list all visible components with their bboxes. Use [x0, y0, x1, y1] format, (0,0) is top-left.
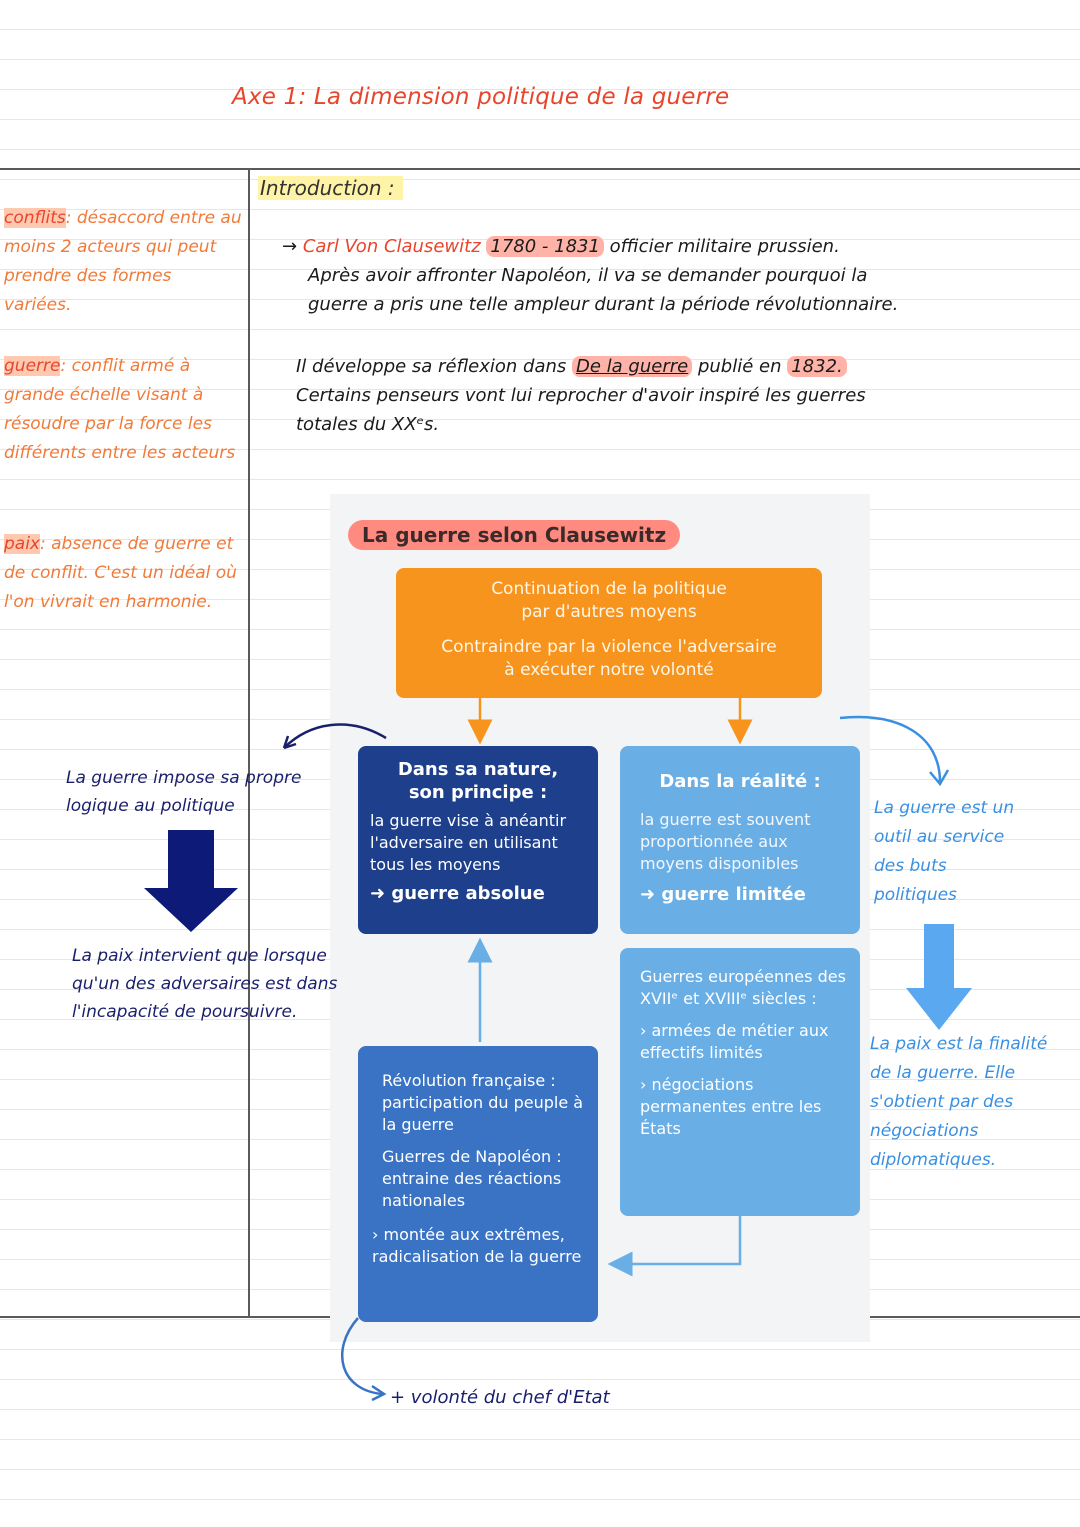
reality-text: la guerre est souvent proportionnée aux moyens disponibles	[640, 810, 811, 873]
rev-text-2: Guerres de Napoléon : entraine des réactions nationales	[382, 1147, 562, 1210]
term-conflits: conflits	[4, 208, 66, 228]
curved-arrow-bottom	[342, 1318, 382, 1394]
curved-arrow-left	[284, 725, 386, 748]
nature-head-2: son principe :	[408, 782, 548, 803]
term-paix: paix	[4, 534, 40, 554]
reality-head: Dans la réalité :	[659, 771, 821, 792]
big-arrow-left-shaft	[168, 830, 214, 890]
def-guerre: : conflit armé à grande échelle visant à résoudre par la force les différents entre les acteurs	[4, 356, 236, 463]
euro-bullet-2: › négociations permanentes entre les États	[640, 1075, 822, 1138]
nature-result: ➜ guerre absolue	[370, 883, 545, 904]
curved-arrow-right	[840, 717, 940, 782]
book-title: De la guerre	[572, 356, 692, 377]
intro-heading: Introduction :	[258, 176, 403, 200]
big-arrow-right-shaft	[924, 924, 954, 990]
note-war-tool: La guerre est un outil au service des buts politiques	[874, 798, 1015, 905]
big-arrow-left-head	[144, 888, 238, 932]
orange-line-4: à exécuter notre volonté	[504, 660, 714, 680]
note-peace-finality: La paix est la finalité de la guerre. Elle s'obtient par des négociations diplomatiques.	[870, 1034, 1048, 1170]
euro-bullet-1: › armées de métier aux effectifs limités	[640, 1021, 829, 1062]
def-paix: : absence de guerre et de conflit. C'est un idéal où l'on vivrait en harmonie.	[4, 534, 237, 612]
note-war-logic: La guerre impose sa propre logique au politique	[66, 768, 302, 816]
euro-head: Guerres européennes des XVIIᵉ et XVIIIᵉ siècles :	[640, 967, 846, 1008]
intro-p2-line-2: Certains penseurs vont lui reprocher d'avoir inspiré les guerres	[296, 385, 866, 406]
def-conflits: : désaccord entre au moins 2 acteurs qui peut prendre des formes variées.	[4, 208, 242, 315]
nature-text: la guerre vise à anéantir l'adversaire en utilisant tous les moyens	[370, 811, 567, 874]
reality-result: ➜ guerre limitée	[640, 884, 806, 905]
intro-p2-b: publié en	[697, 356, 782, 377]
rev-text-3: › montée aux extrêmes, radicalisation de la guerre	[372, 1225, 582, 1266]
orange-line-3: Contraindre par la violence l'adversaire	[441, 637, 777, 657]
intro-p2-a: Il développe sa réflexion dans	[296, 356, 567, 377]
intro-p2-line-3: totales du XXᵉs.	[296, 414, 440, 435]
intro-line-2: Après avoir affronter Napoléon, il va se demander pourquoi la	[308, 265, 868, 286]
nature-head-1: Dans sa nature,	[397, 759, 559, 780]
clausewitz-dates: 1780 - 1831	[486, 236, 604, 257]
rev-text-1: Révolution française : participation du peuple à la guerre	[382, 1071, 584, 1134]
orange-line-1: Continuation de la politique	[491, 579, 727, 599]
intro-line-3: guerre a pris une telle ampleur durant la période révolutionnaire.	[308, 294, 899, 315]
note-chef-etat: + volonté du chef d'Etat	[390, 1387, 610, 1408]
arrow-glyph: →	[282, 236, 298, 257]
intro-line-1-rest: officier militaire prussien.	[609, 236, 840, 257]
term-guerre: guerre	[4, 356, 61, 376]
figure-title: La guerre selon Clausewitz	[348, 520, 680, 550]
publication-year: 1832.	[787, 356, 847, 377]
page-title: Axe 1: La dimension politique de la guerre	[232, 84, 730, 110]
note-peace-incapacity: La paix intervient que lorsque qu'un des adversaires est dans l'incapacité de poursuivre.	[72, 946, 338, 1022]
clausewitz-name: Carl Von Clausewitz	[302, 236, 481, 257]
big-arrow-right-head	[906, 988, 972, 1030]
orange-line-2: par d'autres moyens	[521, 602, 697, 622]
